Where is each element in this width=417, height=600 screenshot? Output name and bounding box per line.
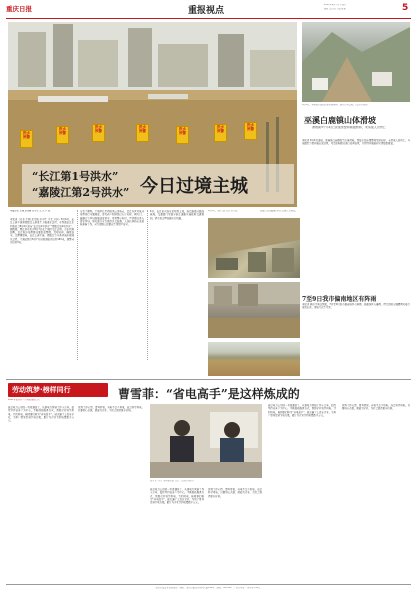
feature-body-col1: 她是电力公司的一名普通员工，从事电力营销工作十余年，始终坚持以客户为中心，不断创新服务方式，帮助企业科学用电、节约用电，被同事们称为“省电高手”。她走遍了上百家企业，为用户量身定制节电方案，累计为企业节约电费数千万元。	[8, 406, 74, 423]
masthead-rule	[6, 18, 411, 19]
section-title: 重报视点	[187, 6, 224, 16]
feature-body-col2: 谈到工作心得，曹雪菲说，省电不是少用电，而是科学用电。只要用心去做，就能为企业、为社会创造更多价值。	[78, 406, 144, 413]
street-illustration	[208, 282, 300, 338]
notice-title: 7至9日我市偏南地区有阵雨	[302, 296, 377, 303]
feature-body-col3: 她是电力公司的一名普通员工，从事电力营销工作十余年，始终坚持以客户为中心，不断创新服务方式，帮助企业科学用电、节约用电，被同事们称为“省电高手”。她走遍了上百家企业，为用户量身定制节电方案，累计为企业节约电费数千万元。	[150, 488, 204, 505]
flood-banner: 洪水 预警	[136, 124, 149, 142]
feature-headline: 曹雪菲：“省电高手”是这样炼成的	[118, 387, 300, 401]
mid-photo-street	[208, 282, 300, 338]
sidebar-caption: 8月6日，巫溪县白鹿镇山体滑坡现场，部分房屋受损。（受访者供图）	[302, 104, 370, 106]
flood-banner: 洪水 预警	[56, 126, 69, 144]
page-number: 5	[402, 3, 409, 13]
col-divider	[77, 210, 78, 360]
masthead-editors: 编辑 责任校 美编 视觉	[324, 8, 346, 10]
office-illustration	[150, 404, 262, 478]
headline-line2: “嘉陵江第2号洪水”	[32, 186, 130, 199]
mid-col-caption: 嘉陵江边的磁器口码头已被江水淹没。	[260, 210, 298, 212]
feature-photo-caption: 曹雪菲（右）与同事讨论工作。（受访者供图）	[150, 480, 195, 482]
lead-photo	[8, 22, 297, 207]
feature-body-col4: 谈到工作心得，曹雪菲说，省电不是少用电，而是科学用电。只要用心去做，就能为企业、为社会创造更多价值。	[208, 488, 262, 498]
notice-body: 本报讯 据市气象台预报，7日至9日我市偏南地区有阵雨，局部地区有暴雨，请注意防范强降雨可能引发的山洪、滑坡等次生灾害。	[302, 303, 410, 310]
sidebar-body: 本报讯 8月6日凌晨，巫溪县白鹿镇发生山体滑坡。得益于提前预警和及时转移，未造成人员伤亡。当地组织力量开展应急处置，对受影响群众进行妥善安置，并持续开展地质灾害隐患排查。	[302, 139, 410, 146]
lead-byline: 本报记者 王翔 龙丹梅 实习生 王 艺 卢 钰	[10, 210, 51, 212]
aerial-illustration	[208, 218, 300, 278]
headline-line1: “长江第1号洪水”	[32, 170, 119, 183]
masthead-logo: 重庆日报	[6, 5, 32, 13]
sidebar-deck: 滑坡前3个小时已完成预警和疏散转移，未造成人员伤亡	[312, 126, 386, 129]
headline-main: 今日过境主城	[140, 176, 248, 197]
mid-photo-river	[208, 342, 300, 376]
col-divider	[147, 210, 148, 360]
flood-banner: 洪水 预警	[20, 130, 33, 148]
lead-body-col1: 本报讯（记者 王翔 龙丹梅 实习生 王艺 卢钰）8月6日，长江上游干流和嘉陵江上游发生大幅涨水过程，水利部长江水利委员会8月6日发布“长江第1号洪水”“嘉陵江第2号洪水”。据预测，两江洪水将于8月7日在主城区交汇过境。市水利局提醒，沿江低洼地带群众要提高警惕，及时转移，确保安全。受降雨影响，长江上游干流、嘉陵江等多条河流出现涨水过程。寸滩站预计8月7日出现洪峰水位约183米，超警戒水位约3米。	[10, 218, 74, 245]
series-badge-label: 劳动筑梦·榜样同行	[12, 386, 71, 394]
series-badge	[8, 383, 108, 397]
feature-photo	[150, 404, 262, 478]
mid-caption: 8月6日，两江交汇处江水浑黄。	[208, 210, 240, 212]
landslide-illustration	[302, 22, 410, 102]
lead-body-col2: 记者了解到，主城区已启动防汛应急响应，沿江各区对低洼地带进行全面排查，涉及商户和居民已有序转移。朝天门、磁器口等区域加强巡查值守，设置警示标识，严禁群众进入涉水区域。相关部门全力做好水文监测、人员转移和应急抢险准备工作，全力保障人民群众生命财产安全。	[80, 210, 144, 227]
footer-rule	[6, 584, 411, 585]
feature-body-col5: 她是电力公司的一名普通员工，从事电力营销工作十余年，始终坚持以客户为中心，不断创新服务方式，帮助企业科学用电、节约用电，被同事们称为“省电高手”。她走遍了上百家企业，为用户量身定制节电方案，累计为企业节约电费数千万元。	[268, 404, 336, 417]
section-rule	[6, 379, 411, 380]
masthead-date: 2021年8月7日 星期六	[324, 4, 347, 6]
sidebar-photo	[302, 22, 410, 102]
sidebar-title: 巫溪白鹿镇山体滑坡	[304, 115, 376, 125]
mid-photo-aerial	[208, 218, 300, 278]
flood-banner: 洪水 预警	[176, 126, 189, 144]
feature-body-col6: 谈到工作心得，曹雪菲说，省电不是少用电，而是科学用电。只要用心去做，就能为企业、为社会创造更多价值。	[342, 404, 410, 411]
footer-text: 重庆日报报业集团出版 地址：重庆市渝北区同茂大道416号 邮编：401120 广告许可证 零售价1.50元	[155, 587, 261, 589]
series-sub: 2021年重庆五一劳动奖章获得者	[8, 399, 40, 401]
masthead	[6, 3, 411, 17]
flood-banner: 洪水 预警	[92, 124, 105, 142]
flood-banner: 洪水 预警	[214, 124, 227, 142]
flood-banner: 洪水 预警	[244, 122, 257, 140]
lead-body-col3: 6日，长江重庆段水位明显上涨，滨江路部分路段被淹。交通部门对部分滨江道路实施临时交通管制，请市民合理安排出行线路。	[150, 210, 204, 220]
